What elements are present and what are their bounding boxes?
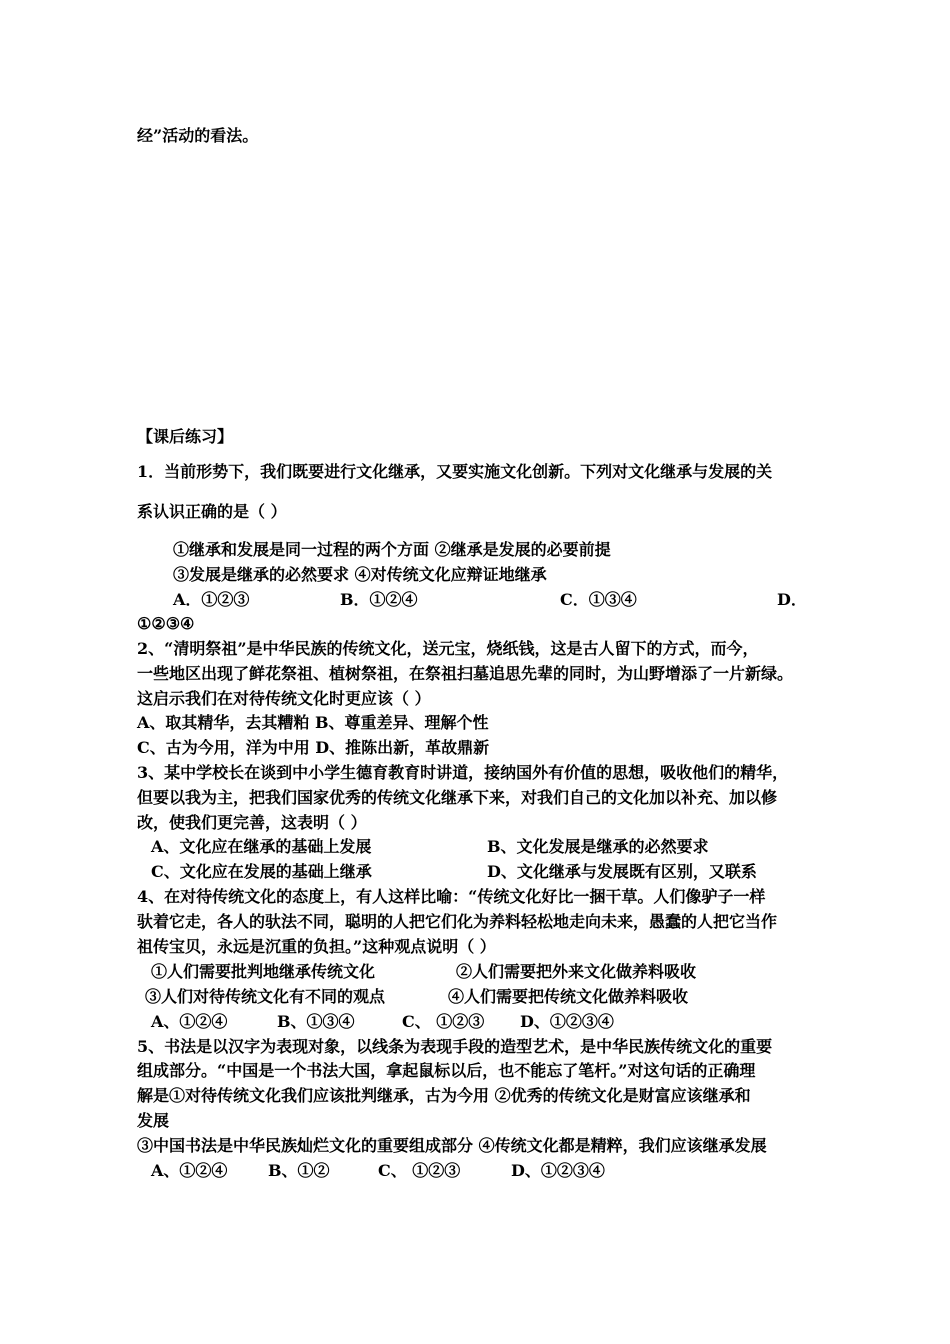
q5-option-c: C、 ①②③ [378,1161,461,1180]
q4-line3: 祖传宝贝，永远是沉重的负担。”这种观点说明（ ） [137,937,496,956]
q2-line3: 这启示我们在对待传统文化时更应该（ ） [137,689,431,708]
q3-option-c: C、文化应在发展的基础上继承 [151,862,372,881]
q3-line3: 改，使我们更完善，这表明（ ） [137,813,367,832]
q4-line1: 4、在对待传统文化的态度上，有人这样比喻：“传统文化好比一捆干草。人们像驴子一样 [137,887,766,906]
q1-option-b: B．①②④ [340,590,418,609]
q1-option-c: C．①③④ [560,590,637,609]
q5-option-a: A、①②④ [151,1161,228,1180]
q5-option-b: B、①② [268,1161,330,1180]
q4-option-b: B、①③④ [277,1012,355,1031]
q5-line3: 解是①对待传统文化我们应该批判继承，古为今用 ②优秀的传统文化是财富应该继承和 [137,1086,751,1105]
intro-tail: 经”活动的看法。 [137,126,259,145]
section-title: 【课后练习】 [137,427,234,446]
q4-item-3: ③人们对待传统文化有不同的观点 [145,987,386,1006]
q5-option-d: D、①②③④ [511,1161,605,1180]
q4-option-a: A、①②④ [151,1012,228,1031]
q4-item-4: ④人们需要把传统文化做养料吸收 [448,987,689,1006]
q5-line4: 发展 [137,1111,170,1130]
q3-option-b: B、文化发展是继承的必然要求 [487,837,709,856]
q2-line1: 2、“清明祭祖”是中华民族的传统文化，送元宝，烧纸钱，这是古人留下的方式，而今， [137,639,759,658]
q4-item-2: ②人们需要把外来文化做养料吸收 [456,962,697,981]
q3-line2: 但要以我为主，把我们国家优秀的传统文化继承下来，对我们自己的文化加以补充、加以修 [137,788,778,807]
q1-items-line1: ①继承和发展是同一过程的两个方面 ②继承是发展的必要前提 [173,540,611,559]
q5-line2: 组成部分。“中国是一个书法大国，拿起鼠标以后，也不能忘了笔杆。”对这句话的正确理 [137,1061,756,1080]
q4-option-d: D、①②③④ [520,1012,614,1031]
q1-option-a: A．①②③ [173,590,250,609]
q1-option-d: D． [777,590,807,609]
q5-line1: 5、书法是以汉字为表现对象，以线条为表现手段的造型艺术，是中华民族传统文化的重要 [137,1037,773,1056]
q2-options-line1: A、取其精华，去其糟粕 B、尊重差异、理解个性 [137,713,489,732]
q4-option-c: C、 ①②③ [402,1012,485,1031]
q3-option-d: D、文化继承与发展既有区别，又联系 [487,862,757,881]
q1-stem-line2: 系认识正确的是（ ） [137,502,287,521]
q1-items-line2: ③发展是继承的必然要求 ④对传统文化应辩证地继承 [173,565,547,584]
q2-line2: 一些地区出现了鲜花祭祖、植树祭祖，在祭祖扫墓追思先辈的同时，为山野增添了一片新绿。 [137,664,794,683]
q2-options-line2: C、古为今用，洋为中用 D、推陈出新，革故鼎新 [137,738,490,757]
q1-stem-line1: 1．当前形势下，我们既要进行文化继承，又要实施文化创新。下列对文化继承与发展的关 [137,462,773,481]
q1-option-d-value: ①②③④ [137,614,195,633]
q5-line5: ③中国书法是中华民族灿烂文化的重要组成部分 ④传统文化都是精粹，我们应该继承发展 [137,1136,767,1155]
q3-line1: 3、某中学校长在谈到中小学生德育教育时讲道，接纳国外有价值的思想，吸收他们的精华， [137,763,789,782]
q3-option-a: A、文化应在继承的基础上发展 [151,837,372,856]
q4-item-1: ①人们需要批判地继承传统文化 [151,962,376,981]
q4-line2: 驮着它走，各人的驮法不同，聪明的人把它们化为养料轻松地走向未来，愚蠢的人把它当作 [137,912,778,931]
